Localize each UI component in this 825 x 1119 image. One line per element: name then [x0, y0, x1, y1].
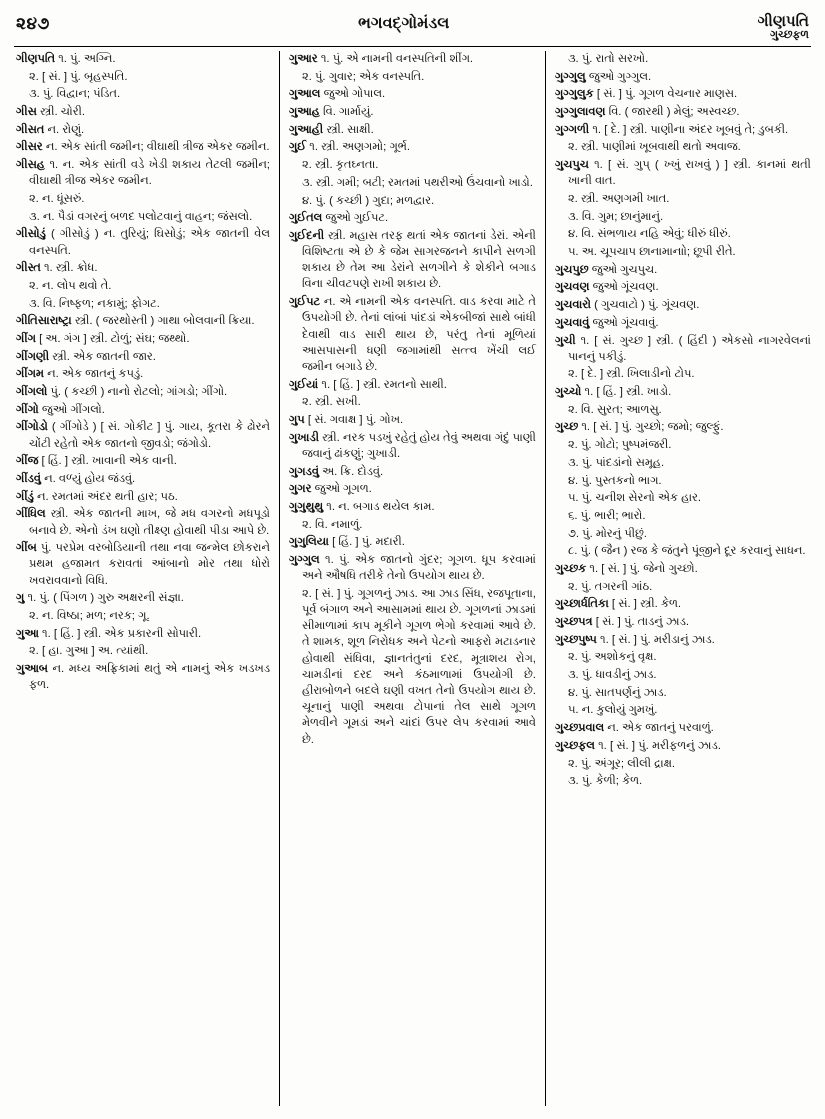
entry-headword: ગીંગોડો [16, 421, 48, 434]
entry-definition: ૨. પું. તગરની ગાંઠ. [567, 580, 653, 593]
dictionary-sense [289, 157, 536, 173]
dictionary-entry [16, 471, 270, 487]
entry-definition: જુઓ ગુઈપટ. [325, 212, 389, 225]
dictionary-sense [555, 402, 811, 418]
entry-definition: ૧. સ્ત્રી. અણગમો; ગૂર્ભ. [309, 141, 411, 154]
entry-headword: ગીંગણી [16, 350, 50, 363]
entry-headword: ગુગુલિયા [288, 536, 329, 549]
dictionary-entry [289, 228, 536, 293]
dictionary-entry [16, 313, 270, 329]
entry-definition: અ. ક્રિ. દોડવું. [322, 465, 384, 478]
entry-definition: ન. એક જાતનું પરવાળું. [607, 722, 714, 735]
entry-definition: ૨. વિ. નમાળું. [301, 518, 363, 531]
entry-definition: ૫. અ. ચૂપચાપ છાનામાનાો; છૂપી રીતે. [567, 246, 736, 259]
header-divider [14, 46, 811, 47]
dictionary-sense [16, 69, 270, 85]
entry-definition: ૧. પું. એ નામની વનસ્પતિની શીંગ. [320, 53, 474, 65]
dictionary-sense [289, 586, 536, 748]
dictionary-sense [555, 667, 811, 683]
guide-word-top: ગીણપતિ [757, 13, 809, 30]
dictionary-entry [16, 139, 270, 155]
dictionary-sense [555, 508, 811, 524]
dictionary-sense [555, 543, 811, 559]
dictionary-entry [555, 614, 811, 630]
entry-definition: ૧. [ સં. ગુચ્છ ] સ્ત્રી. ( હિંદી ) એકસો નાગરવેલનાં પાનનું પકીડું. [567, 334, 811, 363]
entry-headword: ગીતિસારાષ્ટ્રા [16, 315, 72, 328]
dictionary-entry [555, 279, 811, 295]
entry-definition: જુઓ ગૂંચવણ. [592, 281, 659, 294]
entry-definition: ૩. વિ. નિષ્ફળ; નકામું; ફોગટ. [29, 297, 160, 310]
entry-definition: ૩. પું. પાંદડાંનો સમૂહ. [567, 456, 665, 469]
dictionary-entry [555, 122, 811, 138]
entry-definition: ન. મધ્ય અફ્રિકામાં થતું એ નામનું એક ખડખડ ફળ. [29, 663, 270, 692]
dictionary-sense [289, 517, 536, 533]
entry-definition: ૪. પું. ( કચ્છી ) ગુદા; મળદ્વાર. [301, 194, 435, 207]
entry-definition: ૧. પું. અગ્નિ. [58, 53, 116, 65]
dictionary-entry [289, 104, 536, 120]
entry-definition: પું. ( કચ્છી ) નાનો રોટલો; ગાંગડો; ગીંગો. [50, 386, 228, 399]
dictionary-entry [555, 69, 811, 85]
dictionary-sense [16, 209, 270, 225]
entry-definition: ૨. ન. લોપ થવો તે. [29, 279, 112, 292]
entry-headword: ગુઆહ [288, 106, 320, 119]
dictionary-sense [555, 209, 811, 225]
dictionary-sense [289, 193, 536, 209]
entry-definition: ૧. ન. બગાડ થયેલ કામ. [326, 500, 435, 513]
entry-definition: જુઓ ગુગ્ગુલ. [588, 70, 652, 83]
entry-headword: ગીંગ [16, 333, 36, 345]
entry-headword: ગીંધિલ [16, 508, 46, 521]
entry-headword: ગુચ્છપુષ્પ [554, 633, 597, 646]
dictionary-sense [555, 191, 811, 207]
entry-definition: ન. રમતમાં અંદર થતી હાર; પઠ. [37, 490, 178, 503]
entry-definition: ૩. પું. ધાવડીનું ઝાડ. [567, 669, 657, 682]
columns-container [12, 51, 813, 1106]
entry-definition: ન. એ નામની એક વનસ્પતિ. વાડ કરવા માટે તે ઉપયોગી છે. તેનાં લાંબાં પાંદડાં એકબીજાં સાથે બાંધી દેવાથી વાડ સારી થાય છે, પરંતુ તેનાં મૂળિયાં આસપાસની ધણી જગામાંથી સત્ત્વ ખેંચી લઈ જમીન બગાડે છે. [301, 296, 536, 373]
entry-headword: ગીંજ [16, 455, 39, 468]
dictionary-entry [289, 499, 536, 515]
column-1 [12, 51, 279, 1106]
entry-definition: ૧. [ સં. ] પું. જેનો ગુચ્છો. [589, 562, 698, 575]
entry-definition: સ્ત્રી. સાક્ષી. [326, 123, 374, 136]
entry-headword: ગુચ્છફલ [554, 739, 595, 752]
guide-word-bottom: ગુચ્છફળ [770, 28, 809, 41]
dictionary-entry [289, 481, 536, 497]
entry-definition: ૭. પું. મોરનું પીછું. [567, 527, 647, 540]
dictionary-entry [16, 157, 270, 189]
entry-headword: ગુગ્ગુલાવણ [554, 106, 606, 119]
entry-definition: ૧. [ દે. ] સ્ત્રી. પાણીના અંદર ખૂબવું તે; ડુબકી. [592, 123, 789, 136]
entry-headword: ગુગ્ગુલ [288, 553, 320, 566]
entry-definition: સ્ત્રી. નરક પડખું રહેતું હોય તેવું અથવા ગંદું પાણી જવાનું ઢાંકણું; ગુખાડી. [301, 431, 536, 460]
dictionary-entry [16, 402, 270, 418]
entry-headword: ગીંગલો [16, 386, 48, 399]
entry-headword: ગુખાડી [288, 431, 319, 444]
dictionary-sense [555, 437, 811, 453]
entry-definition: પું. પરપ્રેમ વરબોડિયાની તથા નવા જન્મેલ છોકરાને પ્રથમ હજામત કરાવતાં આંબાનો મોર તથા ધોરો ખવરાવવાનો વિધિ. [29, 542, 270, 587]
entry-definition: ૪. પું. પુસ્તકનો ભાગ. [567, 474, 662, 487]
entry-definition: ૩. પું. વિદ્વાન; પંડિત. [29, 88, 121, 101]
dictionary-sense [16, 278, 270, 294]
entry-definition: ૨. સ્ત્રી. પાણીમાં ખૂબવાથી થતો અવાજ. [567, 141, 741, 154]
dictionary-entry [289, 534, 536, 550]
entry-definition: ૧. [ સં. ] પું. મરીડાનું ઝાડ. [600, 633, 715, 646]
column-2 [279, 51, 546, 1106]
dictionary-entry [555, 419, 811, 435]
entry-definition: ૧. [ સં. ] પું. ગુચ્છો; જમો; જુલ્ફું. [581, 421, 724, 434]
dictionary-sense [16, 191, 270, 207]
dictionary-entry [555, 738, 811, 754]
entry-headword: ગીણપતિ [16, 53, 56, 65]
entry-definition: ૪. વિ. સંભળાય નહિ એવું; ધીરું ધીરું. [567, 228, 731, 241]
entry-headword: ગીસોડું [16, 228, 46, 241]
dictionary-entry [16, 626, 270, 642]
entry-definition: જુઓ ગુચપુચ. [591, 263, 658, 276]
entry-definition: ૧. [ સં. ગુપ્ ( ખ્ખું રાખવું ) ] સ્ત્રી. કાનમાં થતી ખાની વાત. [567, 159, 811, 188]
entry-headword: ગીસ્ત [16, 262, 41, 275]
dictionary-sense [16, 608, 270, 624]
entry-definition: ૧. પું. ( પિંગળ ) ગુરુ અક્ષરની સંજ્ઞા. [27, 592, 184, 605]
entry-headword: ગીંડવું [16, 473, 41, 485]
entry-definition: [ હિં. ] સ્ત્રી. ખાવાની એક વાની. [41, 455, 177, 468]
dictionary-entry [16, 104, 270, 120]
entry-definition: વિ. ગાર્માયું. [323, 106, 374, 119]
entry-headword: ગીંગો [16, 403, 39, 416]
entry-definition: ૨. પું. અશોકનું વૃક્ષ. [567, 651, 657, 664]
dictionary-sense [555, 51, 811, 67]
entry-definition: સ્ત્રી. એક જાતની જાર. [52, 350, 156, 363]
entry-definition: [ સં. ] પું. તાડનું ઝાડ. [595, 616, 689, 628]
entry-definition: સ્ત્રી. એક જાતની માખ, જે મધ વગરનો મધપૂડો બનાવે છે. એનો ડંખ ઘણો તીક્ષ્ણ હોવાથી પીડા આપે છે. [29, 508, 270, 537]
entry-headword: ગુચ્છક [554, 562, 587, 575]
entry-headword: ગીસર [16, 141, 43, 154]
entry-definition: [ સં. ગવાક્ષ ] પું. ગોખ. [307, 413, 404, 426]
entry-definition: ૩. પું. કેળી; કેળ. [567, 775, 643, 788]
dictionary-entry [289, 464, 536, 480]
dictionary-sense [555, 490, 811, 506]
entry-definition: ૨. ન. ધૂંસરું. [29, 193, 85, 205]
entry-definition: ૨. સ્ત્રી. સખી. [301, 396, 361, 409]
dictionary-sense [555, 756, 811, 772]
entry-headword: ગુઈ [288, 141, 307, 154]
column-3 [546, 51, 813, 1106]
dictionary-entry [289, 430, 536, 462]
dictionary-sense [289, 175, 536, 191]
entry-headword: ગીસત [16, 123, 45, 136]
entry-headword: ગુચ્છ [554, 421, 579, 434]
dictionary-entry [555, 333, 811, 365]
entry-definition: ૧. [ હિં. ] સ્ત્રી. ખાડો. [584, 386, 672, 399]
dictionary-entry [555, 596, 811, 612]
entry-headword: ગુચવારો [554, 299, 591, 312]
entry-definition: ૬. પું. ભારી; ભારો. [567, 509, 646, 522]
entry-definition: ૧. ન. એક સાંતી વડે ખેડી શકાય તેટલી જમીન; વીઘાથી ત્રીજ એકર જમીન. [29, 159, 270, 188]
guide-words [758, 14, 809, 41]
entry-headword: ગુઆહી [288, 123, 324, 136]
entry-definition: [ અ. ગંગ ] સ્ત્રી. ટોળું; સંઘ; જથ્થો. [39, 333, 190, 345]
entry-definition: ન. રોણું. [47, 123, 85, 136]
dictionary-entry [16, 419, 270, 451]
entry-definition: ૩. વિ. ગુમ; છાનુંમાનું. [567, 210, 664, 223]
entry-definition: જુઓ ગીંગલો. [41, 403, 105, 416]
dictionary-sense [16, 86, 270, 102]
entry-headword: ગુઈયાં [288, 378, 319, 391]
entry-definition: [ સં. ] પું. ગૂગળ વેચનાર માણસ. [596, 88, 738, 101]
entry-definition: ન. એક સાંતી જમીન; વીઘાથી ત્રીજ એકર જમીન. [45, 141, 270, 154]
dictionary-entry [555, 262, 811, 278]
dictionary-entry [16, 349, 270, 365]
entry-headword: ગુગ્ગળી [554, 123, 590, 136]
entry-headword: ગુ [16, 592, 25, 605]
dictionary-entry [555, 315, 811, 331]
entry-definition: સ્ત્રી. ચોરી. [39, 106, 86, 119]
entry-definition: જુઓ ગૂગળ. [314, 483, 372, 496]
entry-definition: ( ગીસોડું ) ન. તુરિયું; ઘિસોડું; એક જાતની વેલ વનસ્પતિ. [29, 228, 270, 257]
entry-definition: જુઓ ગૂંચવાવું. [592, 316, 659, 329]
entry-headword: ગુપ [288, 413, 305, 426]
entry-headword: ગુચ્છપ્રવાલ [554, 722, 605, 735]
dictionary-entry [16, 590, 270, 606]
dictionary-sense [16, 296, 270, 312]
entry-definition: ૨. ન. વિષ્ઠા; મળ; નરક; ગૂ. [29, 610, 150, 622]
dictionary-sense [16, 643, 270, 659]
entry-headword: ગુચપુછ [554, 263, 589, 276]
entry-definition: ૨. વિ. સુરત; આળસુ. [567, 403, 662, 416]
entry-headword: ગુઈદની [288, 229, 325, 242]
dictionary-entry [555, 104, 811, 120]
entry-headword: ગુચ્છાર્ધતિકા [554, 598, 609, 611]
dictionary-entry [289, 552, 536, 584]
dictionary-entry [16, 122, 270, 138]
dictionary-entry [555, 157, 811, 189]
dictionary-entry [289, 122, 536, 138]
entry-headword: ગુઆર [288, 53, 318, 65]
dictionary-sense [555, 685, 811, 701]
dictionary-entry [555, 720, 811, 736]
entry-headword: ગુચપુચ [554, 159, 589, 172]
book-title: ભગવદ્ગોમંડલ [358, 15, 450, 32]
dictionary-entry [555, 561, 811, 577]
entry-definition: ૧. પું. એક જાતનો ગુંદર; ગૂગળ. ધૂપ કરવામાં અને ઔષધિ તરીકે તેનો ઉપયોગ થાય છે. [301, 553, 536, 583]
dictionary-sense [555, 649, 811, 665]
dictionary-sense [555, 526, 811, 542]
entry-headword: ગુગડવું [288, 465, 319, 478]
entry-definition: ૨. સ્ત્રી. અણગમી ખાત. [567, 193, 670, 205]
dictionary-sense [289, 394, 536, 410]
dictionary-entry [555, 86, 811, 102]
entry-definition: ( ગુચવાટો ) પું. ગૂંચવણ. [594, 299, 700, 312]
entry-definition: સ્ત્રી. મહાસ તરફ થતાં એક જાતનાં ડેરાં. એની વિશિષ્ટતા એ છે કે જેમ સાગરજનને કાપીને સળગી શકાય છે તેમ આ ડેરાંને સળગીને કે શેકીને બગાડ વિના ચીવટપણે રાખી શકાય છે. [301, 229, 536, 291]
dictionary-entry [289, 210, 536, 226]
entry-definition: ૨. પું. ગોટો; પુષ્પમંજરી. [567, 439, 672, 452]
entry-definition: ૪. પું. સાતપર્ણનું ઝાડ. [567, 686, 667, 699]
entry-headword: ગુચી [554, 334, 576, 347]
entry-definition: ૧. [ હિં. ] સ્ત્રી. એક પ્રકારની સોપારી. [41, 627, 202, 640]
dictionary-sense [555, 244, 811, 260]
dictionary-entry [16, 366, 270, 382]
page-header [12, 10, 813, 44]
dictionary-entry [289, 51, 536, 67]
entry-headword: ગુઈપટ [288, 296, 321, 309]
entry-definition: ૨. પું. અંગૂર; લીલી દ્રાક્ષ. [567, 757, 676, 770]
entry-headword: ગુઆ [16, 627, 39, 640]
entry-headword: ગીંગમ [16, 368, 44, 381]
dictionary-entry [555, 384, 811, 400]
dictionary-entry [289, 294, 536, 375]
entry-definition: ૨. સ્ત્રી. કૃતઘ્નતા. [301, 159, 379, 172]
entry-headword: ગુઈતલ [288, 212, 323, 225]
entry-headword: ગુગ્ગુલુ [554, 70, 586, 83]
entry-definition: ન. વળ્યું હોય જંડવું. [44, 473, 136, 485]
entry-headword: ગુચવણ [554, 281, 590, 294]
entry-definition: [ સં. ] સ્ત્રી. કેળ. [611, 598, 682, 611]
entry-definition: ( ગીંગોડે ) [ સં. ગોકીટ ] પું. ગાય, કૂતરા કે ઢોરને ચોંટી રહેતો એક જાતનો જીવડો; જંગોડો. [29, 421, 270, 450]
dictionary-entry [555, 297, 811, 313]
page-number: ૨૪૭ [16, 14, 50, 33]
dictionary-sense [555, 226, 811, 242]
dictionary-entry [16, 331, 270, 347]
dictionary-entry [16, 453, 270, 469]
entry-definition: ૧. સ્ત્રી. ક્રોધ. [43, 262, 98, 275]
dictionary-sense [555, 579, 811, 595]
dictionary-entry [16, 506, 270, 538]
dictionary-sense [555, 455, 811, 471]
dictionary-sense [555, 773, 811, 789]
entry-definition: ૫. પું. ચનીશ સેરનો એક હાર. [567, 492, 702, 505]
entry-headword: ગુચ્છપત્ર [554, 616, 593, 628]
entry-definition: [ હિં. ] પું. મદારી. [332, 536, 405, 549]
dictionary-entry [16, 260, 270, 276]
entry-definition: ન. એક જાતનું કપડું. [47, 368, 144, 381]
entry-definition: ૩. સ્ત્રી. ગમી; બટી; રમતમાં પથરીઓ ઉંચવાનો ખાડો. [301, 176, 533, 189]
entry-definition: ૫. ન. કુલોયું ગુમખું. [567, 704, 658, 717]
dictionary-entry [16, 226, 270, 258]
dictionary-entry [289, 86, 536, 102]
entry-definition: ૧. [ સં. ] પું. મરીફળનું ઝાડ. [598, 739, 721, 752]
entry-headword: ગુચવાવું [554, 316, 590, 329]
entry-headword: ગુઆબ [16, 663, 48, 676]
entry-definition: ૨. [ સં. ] પું. ગૂગળનું ઝાડ. આ ઝાડ સિંધ, રજપૂતાના, પૂર્વ બંગાળ અને આસામમાં થાય છે. ગૂગળનાં ઝાડમાં સીમાળામાં કાપ મૂકીને ગૂગળ ભેગો કરવામાં આવે છે. તે શામક, શૂળ નિરોધક અને પેટનો આફરો મટાડનાર હોવાથી સંધિવા, જ્ઞાનતંતુનાં દરદ, મૂત્રાશય રોગ, ચામડીનાં દરદ અને કંઠમાળામાં ઉપયોગી છે. હીરાબોળને બદલે ઘણી વખત તેનો ઉપયોગ થાય છે. ચૂનાનું પાણી અથવા ટોપાનાં તેલ સાથે ગૂગળ મેળવીને ગૂમડાં અને ચાંદાં ઉપર લેપ કરવામાં આવે છે. [301, 587, 536, 746]
entry-definition: જુઓ ગોપાલ. [323, 88, 386, 101]
dictionary-entry [16, 51, 270, 67]
dictionary-sense [289, 69, 536, 85]
entry-definition: ૨. [ દે. ] સ્ત્રી. ખિલાડીનો ટોપ. [567, 368, 695, 381]
dictionary-entry [16, 540, 270, 589]
entry-definition: વિ. ( જારથી ) મેલું; અસ્વચ્છ. [608, 106, 740, 119]
entry-headword: ગુચ્ચો [554, 386, 582, 399]
entry-headword: ગુગુથુથુ [288, 500, 324, 513]
dictionary-entry [16, 489, 270, 505]
entry-definition: ૨. [ સં. ] પું. બૃહસ્પતિ. [29, 70, 128, 83]
entry-definition: ૨. પું. ગુવાર; એક વનસ્પતિ. [301, 70, 425, 83]
dictionary-entry [289, 412, 536, 428]
entry-definition: ૩. ન. પૈડાં વગરનું બળદ પલોટવાનું વાહન; જંસલો. [29, 210, 253, 223]
entry-headword: ગુઆલ [288, 88, 321, 101]
dictionary-entry [555, 632, 811, 648]
dictionary-sense [555, 139, 811, 155]
dictionary-sense [555, 366, 811, 382]
dictionary-entry [289, 377, 536, 393]
dictionary-sense [555, 702, 811, 718]
dictionary-entry [289, 139, 536, 155]
entry-headword: ગીંબ [16, 542, 37, 555]
entry-definition: સ્ત્રી. ( જરથોસ્તી ) ગાથા બોલવાની ક્રિયા. [74, 315, 255, 328]
dictionary-entry [16, 384, 270, 400]
dictionary-entry [16, 661, 270, 693]
entry-headword: ગીંડું [16, 490, 34, 503]
entry-headword: ગુગ્ગુલુક [554, 88, 594, 101]
entry-headword: ગુગર [288, 483, 312, 496]
entry-definition: ૩. પું. રાતો સરખો. [567, 53, 649, 65]
entry-definition: ૮. પું. ( જૈન ) રજ કે જંતુને પૂંજીને દૂર કરવાનું સાધન. [567, 545, 806, 558]
entry-definition: ૧. [ હિં. ] સ્ત્રી. રમતનો સાથી. [321, 378, 447, 391]
dictionary-sense [555, 473, 811, 489]
entry-headword: ગીસહ [16, 159, 45, 172]
entry-headword: ગીસ [16, 106, 37, 119]
entry-definition: ૨. [ હા. ગુઆ ] અ. ત્યાંથી. [29, 645, 149, 658]
